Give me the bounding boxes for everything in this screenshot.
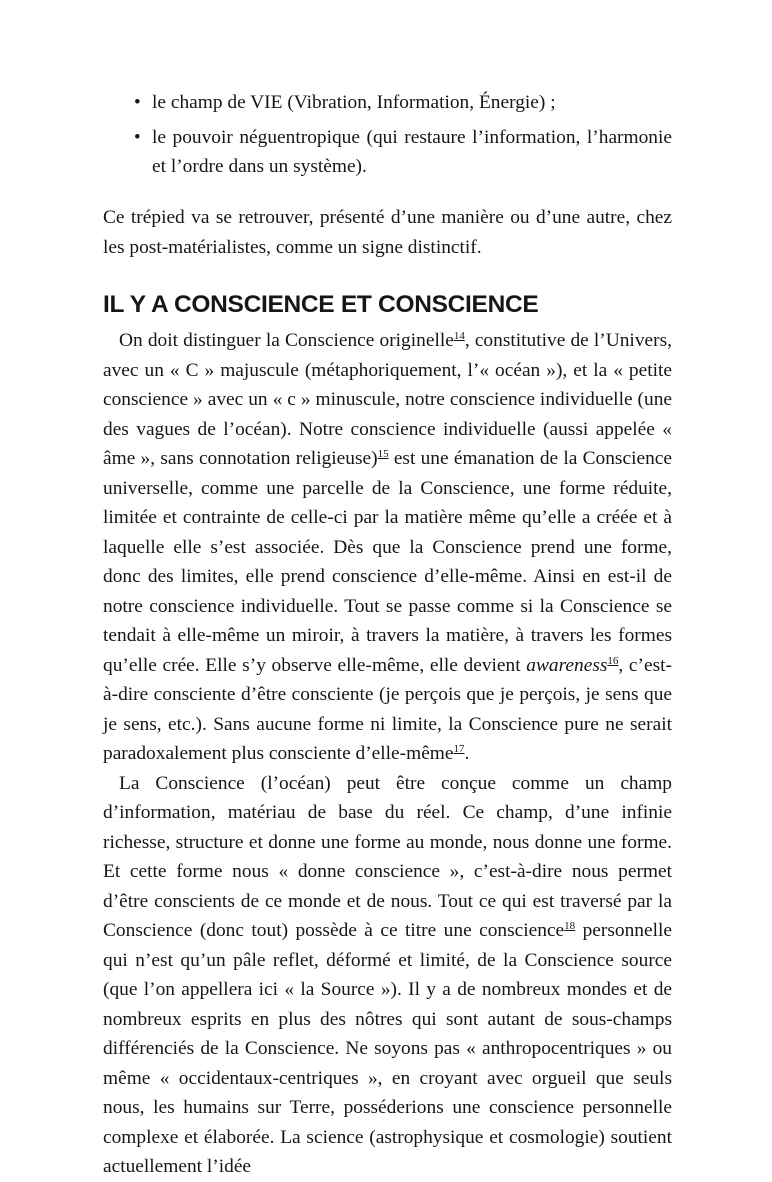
footnote-ref-14[interactable]: 14 (453, 330, 465, 342)
text: La Conscience (l’océan) peut être conçue comme un champ d’information, matériau de base du réel. Ce champ, d’une infinie richesse, structure et donne une forme au monde, nous donne une forme. Et cette forme nous « donne conscience », c’est-à-dire nous permet d’être conscients de ce monde et de nous. Tout ce qui est traversé par la Conscience (donc tout) possède à ce titre une conscience (103, 772, 672, 941)
list-item (103, 123, 672, 181)
footnote-ref-16[interactable]: 16 (607, 654, 619, 667)
footnote-ref-18[interactable]: 18 (564, 920, 576, 932)
text: . (464, 743, 470, 764)
italic-term: awareness (526, 654, 608, 676)
bullet-icon: • (134, 127, 141, 148)
text: personnelle qui n’est qu’un pâle reflet, déformé et limité, de la Conscience source (que l’on appellera ici « la Source »). Il y a de nombreux mondes et de nombreux esprits en plus des nôtres qui sont autant de sous-champs différenciés de la Conscience. Ne soyons pas « anthropocentriques » ou même « occidentaux-centriques », en croyant avec orgueil que seuls nous, les humains sur Terre, posséderions une conscience personnelle complexe et élaborée. La science (astrophysique et cosmologie) soutient actuellement l’idée (103, 920, 672, 1177)
section-heading: IL Y A CONSCIENCE ET CONSCIENCE (103, 291, 539, 318)
footnote-ref-17[interactable]: 17 (453, 743, 465, 755)
list-item-text: le champ de VIE (Vibration, Information, Énergie) ; (152, 92, 556, 113)
intro-paragraph: Ce trépied va se retrouver, présenté d’une manière ou d’une autre, chez les post-matérialistes, comme un signe distinctif. (103, 207, 672, 258)
text: , c’est-à-dire consciente d’être consciente (je perçois que je perçois, je sens que je sens, etc.). Sans aucune forme ni limite, la Conscience pure ne serait paradoxalement plus consciente d’elle-même (103, 654, 672, 764)
text: On doit distinguer la Conscience originelle (119, 330, 454, 351)
bullet-list (103, 0, 672, 181)
list-item (103, 88, 672, 117)
footnote-ref-15[interactable]: 15 (377, 448, 389, 460)
paragraph-2 (103, 769, 672, 1182)
bullet-icon: • (134, 92, 141, 113)
list-item-text: le pouvoir néguentropique (qui restaure l’information, l’harmonie et l’ordre dans un système). (152, 127, 672, 177)
paragraph-1 (103, 326, 672, 769)
text: est une émanation de la Conscience universelle, comme une parcelle de la Conscience, une forme réduite, limitée et contrainte de celle-ci par la matière même qu’elle a créée et à laquelle elle s’est associée. Dès que la Conscience prend une forme, donc des limites, elle prend conscience d’elle-même. Ainsi en est-il de notre conscience individuelle. Tout se passe comme si la Conscience se tendait à elle-même un miroir, à travers la matière, à travers les formes qu’elle crée. Elle s’y observe elle-même, elle devient (103, 448, 672, 676)
text: , constitutive de l’Univers, avec un « C » majuscule (métaphoriquement, l’« océan »), et la « petite conscience » avec un « c » minuscule, notre conscience individuelle (une des vagues de l’océan). Notre conscience individuelle (aussi appelée « âme », sans connotation religieuse) (103, 330, 672, 469)
